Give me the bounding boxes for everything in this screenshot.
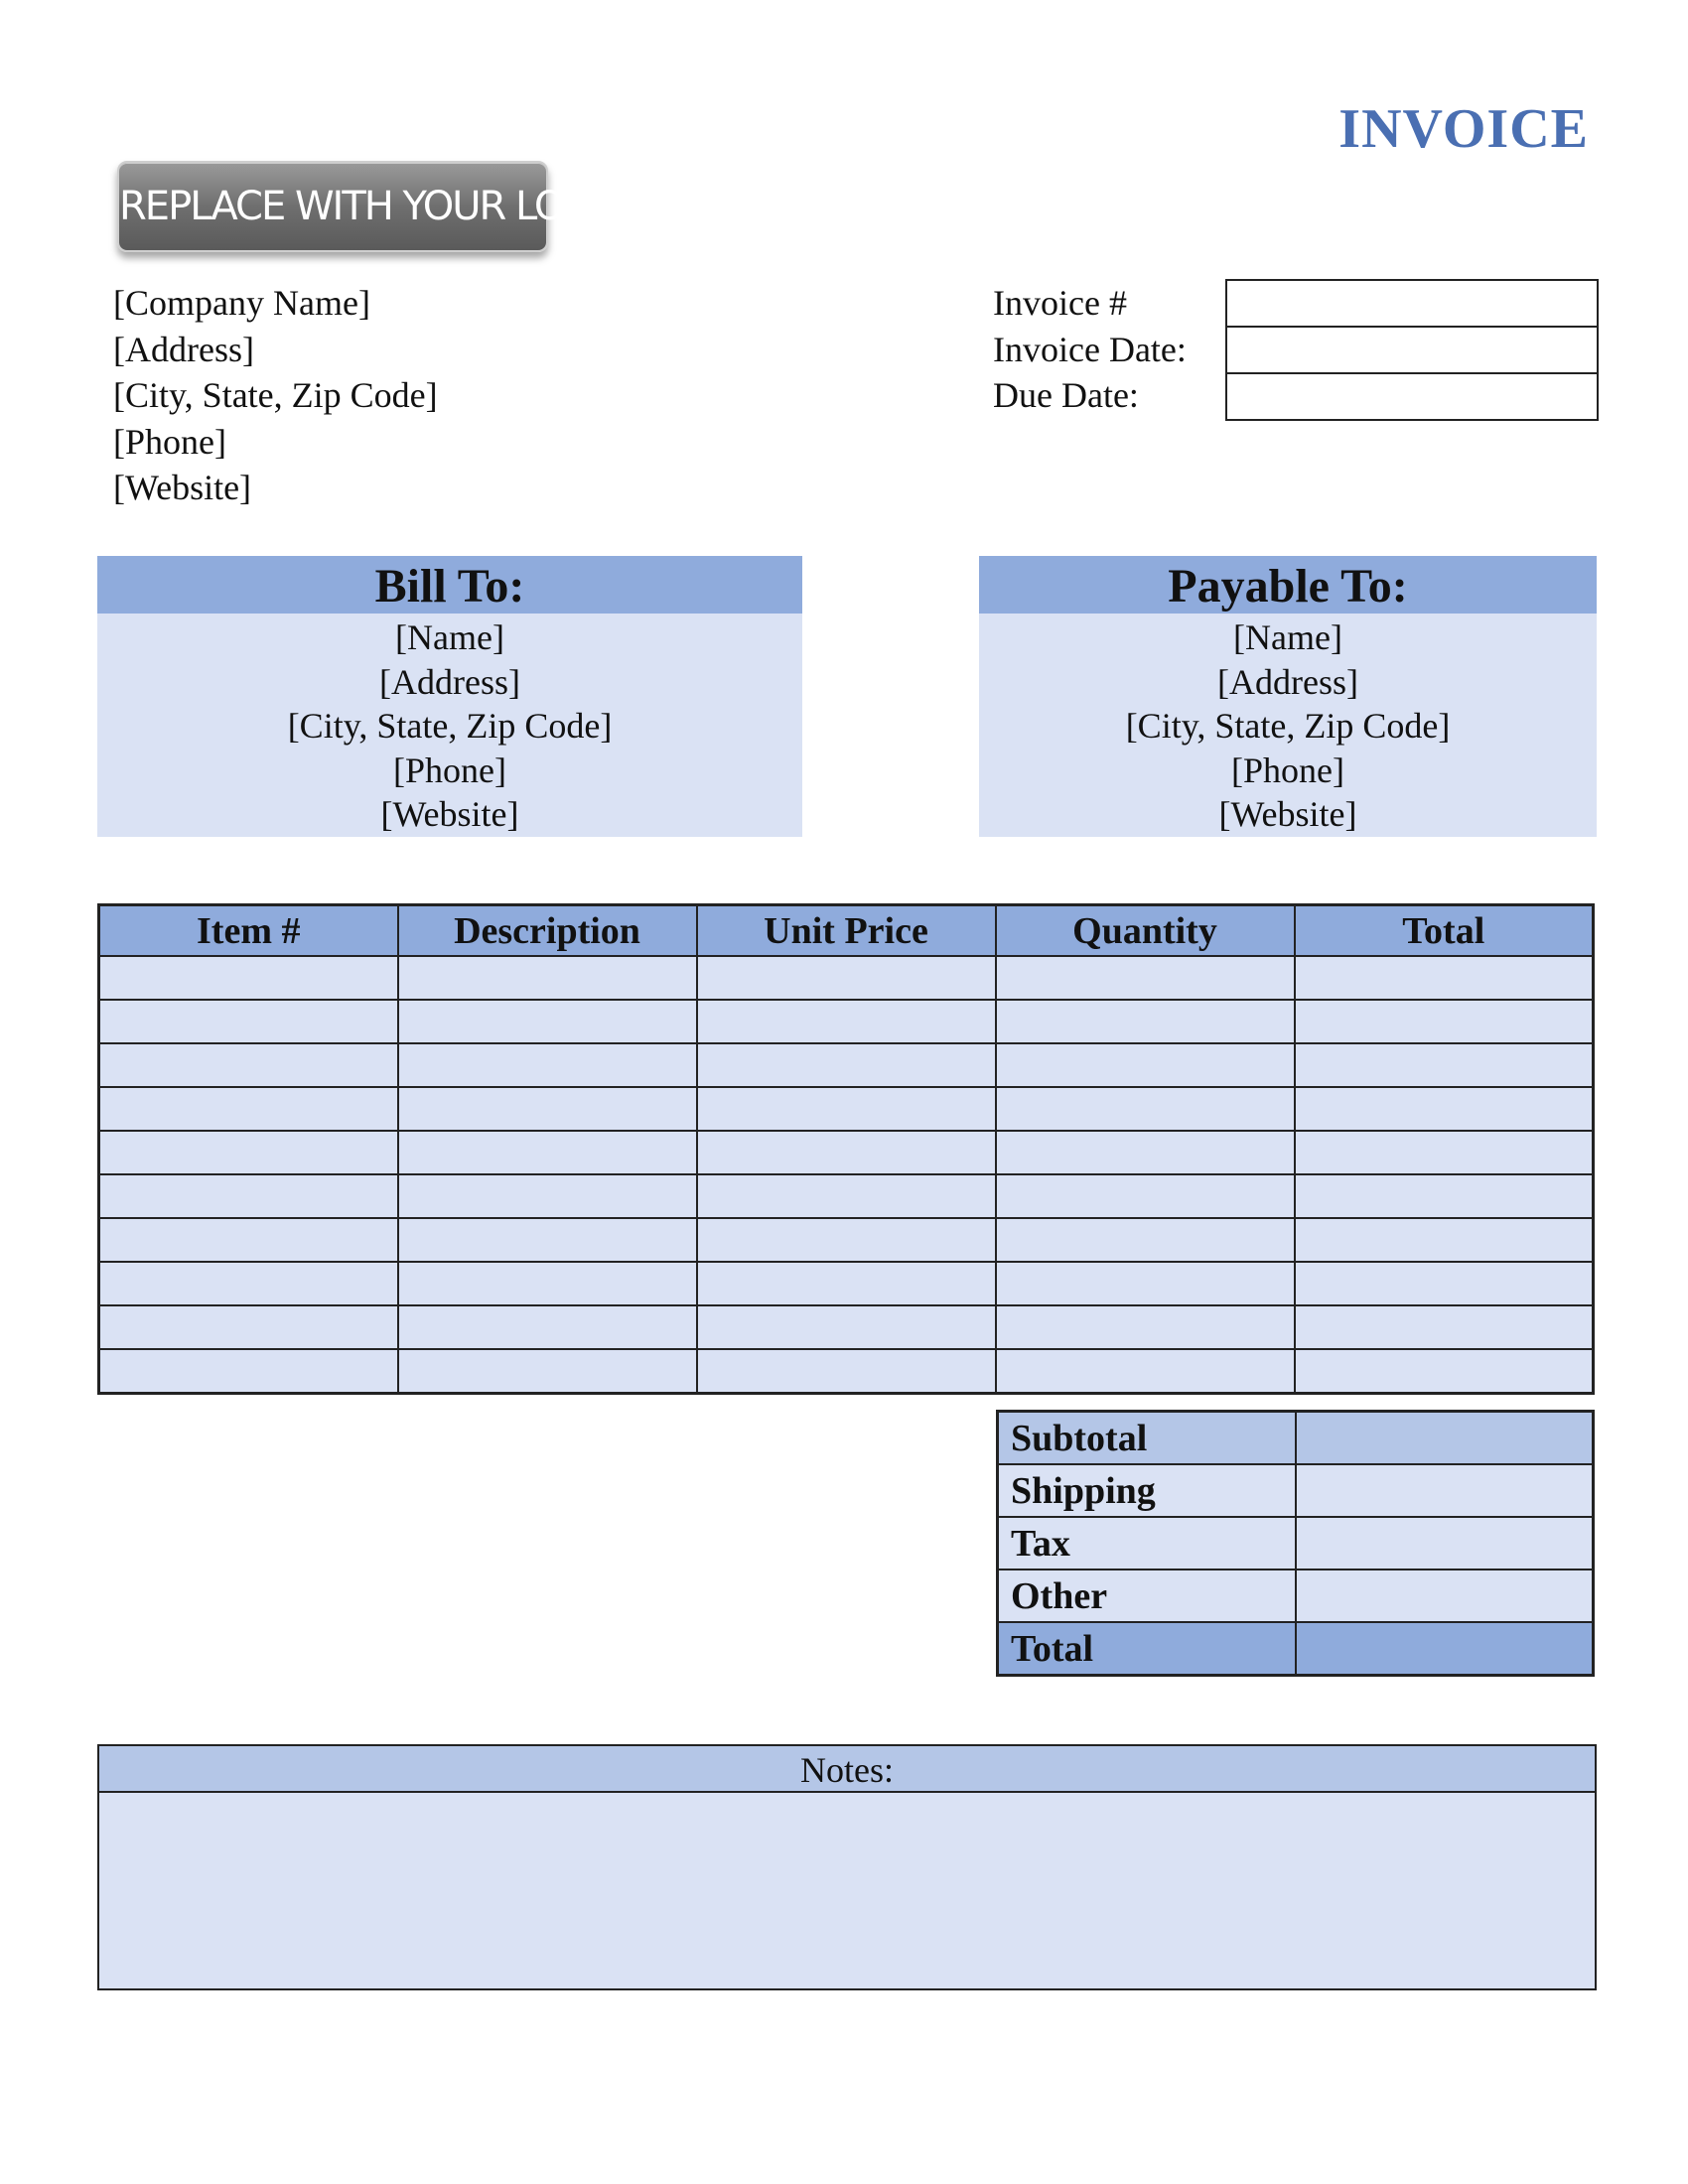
notes-field[interactable] xyxy=(99,1793,1595,1986)
invoice-meta-labels xyxy=(993,280,1187,419)
cell-quantity[interactable] xyxy=(996,1305,1295,1349)
cell-item-number[interactable] xyxy=(99,1305,398,1349)
cell-item-number[interactable] xyxy=(99,1043,398,1087)
cell-description[interactable] xyxy=(398,1087,697,1131)
cell-quantity[interactable] xyxy=(996,956,1295,1000)
invoice-title: INVOICE xyxy=(1338,98,1589,160)
company-city-state-zip: [City, State, Zip Code] xyxy=(113,375,438,415)
subtotal-row xyxy=(998,1412,1594,1465)
cell-total[interactable] xyxy=(1295,1218,1594,1262)
column-header-item-number: Item # xyxy=(99,905,398,957)
subtotal-label: Subtotal xyxy=(998,1412,1296,1465)
payable-to-city-state-zip: [City, State, Zip Code] xyxy=(1125,706,1451,746)
invoice-number-label: Invoice # xyxy=(993,283,1127,323)
other-row xyxy=(998,1570,1594,1622)
cell-quantity[interactable] xyxy=(996,1262,1295,1305)
line-items-table xyxy=(97,903,1595,1395)
cell-unit-price[interactable] xyxy=(697,1218,996,1262)
other-value[interactable] xyxy=(1296,1570,1594,1622)
bill-to-section xyxy=(97,556,802,837)
payable-to-website: [Website] xyxy=(1218,794,1357,834)
payable-to-phone: [Phone] xyxy=(1231,750,1344,790)
cell-description[interactable] xyxy=(398,1262,697,1305)
cell-total[interactable] xyxy=(1295,1349,1594,1394)
subtotal-value[interactable] xyxy=(1296,1412,1594,1465)
cell-description[interactable] xyxy=(398,956,697,1000)
notes-section xyxy=(97,1744,1597,1990)
shipping-value[interactable] xyxy=(1296,1464,1594,1517)
cell-description[interactable] xyxy=(398,1305,697,1349)
cell-total[interactable] xyxy=(1295,1131,1594,1174)
cell-item-number[interactable] xyxy=(99,956,398,1000)
table-row xyxy=(99,1305,1594,1349)
table-row xyxy=(99,1262,1594,1305)
cell-description[interactable] xyxy=(398,1349,697,1394)
cell-item-number[interactable] xyxy=(99,1174,398,1218)
cell-quantity[interactable] xyxy=(996,1218,1295,1262)
table-row xyxy=(99,1000,1594,1043)
table-row xyxy=(99,1043,1594,1087)
payable-to-section xyxy=(979,556,1597,837)
column-header-description: Description xyxy=(398,905,697,957)
grand-total-value[interactable] xyxy=(1296,1622,1594,1676)
cell-unit-price[interactable] xyxy=(697,1305,996,1349)
grand-total-row xyxy=(998,1622,1594,1676)
cell-quantity[interactable] xyxy=(996,1087,1295,1131)
shipping-label: Shipping xyxy=(998,1464,1296,1517)
cell-item-number[interactable] xyxy=(99,1087,398,1131)
cell-total[interactable] xyxy=(1295,1000,1594,1043)
cell-quantity[interactable] xyxy=(996,1000,1295,1043)
cell-item-number[interactable] xyxy=(99,1000,398,1043)
shipping-row xyxy=(998,1464,1594,1517)
grand-total-label: Total xyxy=(998,1622,1296,1676)
cell-total[interactable] xyxy=(1295,1174,1594,1218)
table-row xyxy=(99,1087,1594,1131)
cell-unit-price[interactable] xyxy=(697,1174,996,1218)
company-phone: [Phone] xyxy=(113,421,226,462)
totals-table xyxy=(996,1410,1595,1677)
cell-quantity[interactable] xyxy=(996,1131,1295,1174)
cell-unit-price[interactable] xyxy=(697,1087,996,1131)
company-info xyxy=(113,280,438,511)
cell-quantity[interactable] xyxy=(996,1174,1295,1218)
cell-description[interactable] xyxy=(398,1000,697,1043)
payable-to-address: [Address] xyxy=(1217,661,1358,702)
cell-description[interactable] xyxy=(398,1174,697,1218)
bill-to-city-state-zip: [City, State, Zip Code] xyxy=(287,706,613,746)
company-website: [Website] xyxy=(113,468,252,507)
cell-quantity[interactable] xyxy=(996,1349,1295,1394)
table-row xyxy=(99,1349,1594,1394)
cell-item-number[interactable] xyxy=(99,1218,398,1262)
cell-total[interactable] xyxy=(1295,1262,1594,1305)
cell-unit-price[interactable] xyxy=(697,1262,996,1305)
notes-label: Notes: xyxy=(99,1746,1595,1793)
invoice-number-field[interactable] xyxy=(1227,281,1597,328)
tax-label: Tax xyxy=(998,1517,1296,1570)
cell-description[interactable] xyxy=(398,1218,697,1262)
cell-total[interactable] xyxy=(1295,1043,1594,1087)
tax-row xyxy=(998,1517,1594,1570)
payable-to-heading: Payable To: xyxy=(979,556,1597,614)
cell-unit-price[interactable] xyxy=(697,1000,996,1043)
cell-total[interactable] xyxy=(1295,956,1594,1000)
cell-unit-price[interactable] xyxy=(697,1349,996,1394)
cell-unit-price[interactable] xyxy=(697,1043,996,1087)
cell-item-number[interactable] xyxy=(99,1131,398,1174)
tax-value[interactable] xyxy=(1296,1517,1594,1570)
bill-to-heading: Bill To: xyxy=(97,556,802,614)
cell-description[interactable] xyxy=(398,1043,697,1087)
table-row xyxy=(99,1218,1594,1262)
cell-description[interactable] xyxy=(398,1131,697,1174)
table-row xyxy=(99,1131,1594,1174)
table-row xyxy=(99,956,1594,1000)
column-header-quantity: Quantity xyxy=(996,905,1295,957)
table-header-row xyxy=(99,905,1594,957)
logo-placeholder: REPLACE WITH YOUR LOGO xyxy=(117,161,548,252)
cell-item-number[interactable] xyxy=(99,1349,398,1394)
column-header-unit-price: Unit Price xyxy=(697,905,996,957)
invoice-date-label: Invoice Date: xyxy=(993,329,1187,369)
due-date-label: Due Date: xyxy=(993,375,1139,415)
company-name: [Company Name] xyxy=(113,283,370,323)
bill-to-name: [Name] xyxy=(395,617,504,657)
cell-item-number[interactable] xyxy=(99,1262,398,1305)
invoice-date-field[interactable] xyxy=(1227,328,1597,374)
invoice-meta-fields xyxy=(1225,279,1599,421)
line-items-body xyxy=(99,956,1594,1394)
payable-to-name: [Name] xyxy=(1233,617,1342,657)
bill-to-address: [Address] xyxy=(379,661,520,702)
company-address: [Address] xyxy=(113,329,254,369)
cell-total[interactable] xyxy=(1295,1305,1594,1349)
table-row xyxy=(99,1174,1594,1218)
cell-total[interactable] xyxy=(1295,1087,1594,1131)
cell-quantity[interactable] xyxy=(996,1043,1295,1087)
column-header-total: Total xyxy=(1295,905,1594,957)
bill-to-phone: [Phone] xyxy=(393,750,506,790)
other-label: Other xyxy=(998,1570,1296,1622)
cell-unit-price[interactable] xyxy=(697,956,996,1000)
due-date-field[interactable] xyxy=(1227,374,1597,419)
cell-unit-price[interactable] xyxy=(697,1131,996,1174)
bill-to-website: [Website] xyxy=(380,794,519,834)
